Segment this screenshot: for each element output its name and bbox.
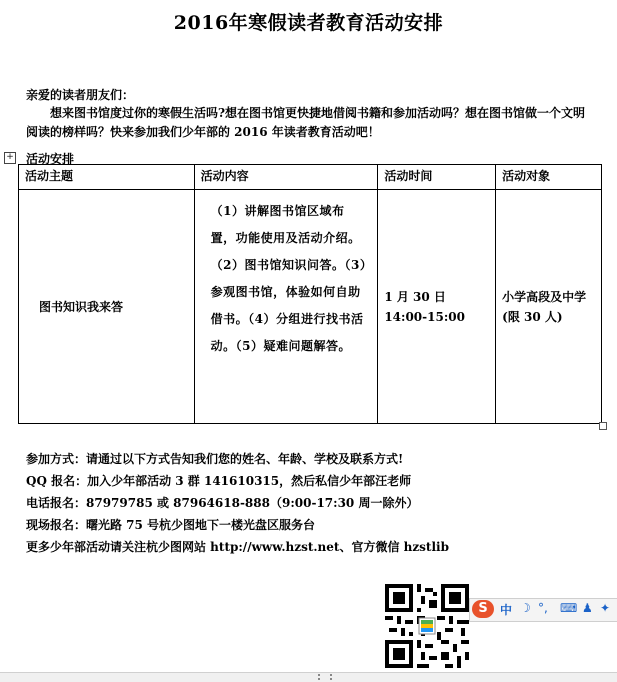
time-date: 1 月 30 日: [384, 289, 446, 304]
qq-line: QQ 报名：加入少年部活动 3 群 141610315，然后私信少年部汪老师: [26, 474, 412, 488]
ime-toolbar[interactable]: [469, 598, 617, 622]
page-title: 2016年寒假读者教育活动安排: [173, 12, 444, 34]
header-theme: 活动主题: [19, 165, 195, 190]
section-label: 活动安排: [26, 152, 75, 166]
header-target: 活动对象: [496, 165, 602, 190]
phone-line: 电话报名：87979785 或 87964618-888（9:00-17:30 周一除外）: [26, 496, 419, 510]
onsite-line: 现场报名：曙光路 75 号杭少图地下一楼光盘区服务台: [26, 518, 316, 532]
table-header-row: [19, 165, 602, 190]
grip-icon[interactable]: [318, 674, 332, 680]
activity-table: [18, 164, 602, 424]
cell-theme: 图书知识我来答: [19, 190, 195, 424]
participation-line: 参加方式：请通过以下方式告知我们您的姓名、年龄、学校及联系方式!: [26, 452, 404, 466]
keyboard-icon[interactable]: ⌨: [560, 601, 578, 615]
punctuation-icon[interactable]: °,: [538, 601, 548, 615]
ime-mode-toggle[interactable]: 中: [500, 603, 513, 617]
registration-info: [26, 448, 449, 558]
header-content: 活动内容: [194, 165, 378, 190]
header-time: 活动时间: [378, 165, 496, 190]
greeting: 亲爱的读者朋友们：: [26, 88, 135, 102]
table-move-handle-icon[interactable]: +: [4, 152, 16, 164]
cell-time: [378, 190, 496, 424]
settings-icon[interactable]: ✦: [600, 601, 611, 615]
moon-icon[interactable]: ☽: [520, 601, 531, 615]
cell-content: （1）讲解图书馆区域布置，功能使用及活动介绍。（2）图书馆知识问答。（3）参观图书馆，体验如何自助借书。（4）分组进行找书活动。（5）疑难问题解答。: [194, 190, 378, 424]
table-row: [19, 190, 602, 424]
time-hours: 14:00-15:00: [384, 309, 465, 324]
user-icon[interactable]: ♟: [582, 601, 593, 615]
cell-target: [496, 190, 602, 424]
website-line: 更多少年部活动请关注杭少图网站 http://www.hzst.net、官方微信 hzstlib: [26, 540, 449, 554]
target-group: 小学高段及中学: [502, 289, 587, 304]
intro-paragraph: 想来图书馆度过你的寒假生活吗?想在图书馆更快捷地借阅书籍和参加活动吗？想在图书馆做一个文明阅读的榜样吗？快来参加我们少年部的 2016 年读者教育活动吧！: [26, 106, 586, 139]
target-limit: (限 30 人): [502, 309, 563, 324]
sogou-logo-icon[interactable]: S: [472, 600, 494, 618]
table-resize-handle-icon[interactable]: [599, 422, 607, 430]
qr-code-icon: [385, 584, 469, 668]
